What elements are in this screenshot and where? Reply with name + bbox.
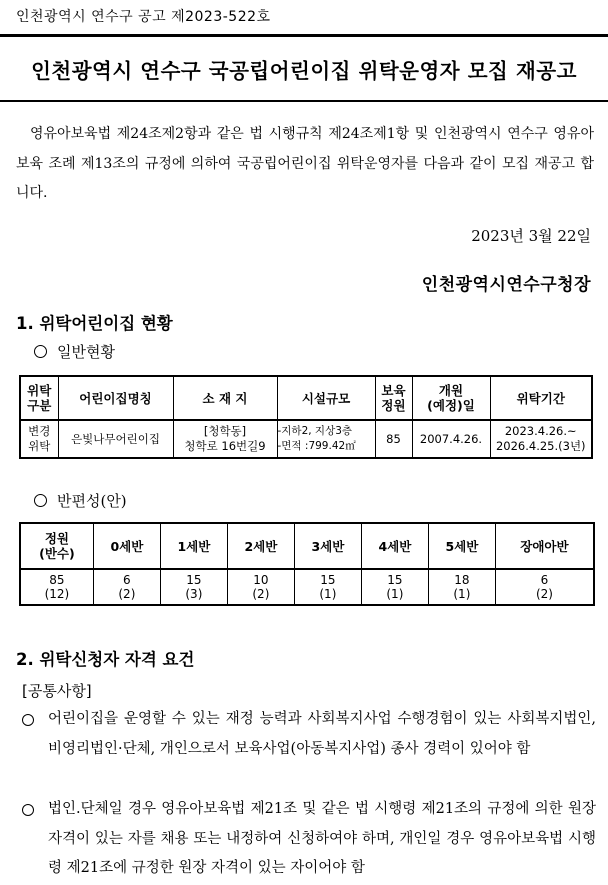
status-table [19,375,593,459]
requirement-text: 법인.단체일 경우 영유아보육법 제21조 및 같은 법 시행령 제21조의 규정에 의한 원장 자격이 있는 자를 채용 또는 내정하여 신청하여야 하며, 개인일 경우 영유아보육법 시행령 제21조에 규정한 원장 자격이 있는 자이어야 함 [48,801,596,876]
class-plan-heading [34,490,127,511]
status-header-cell: 위탁 구분 [20,376,58,420]
common-requirements-label: [공통사항] [22,682,92,700]
class-header-cell: 3세반 [294,523,361,569]
status-header-cell: 소 재 지 [173,376,277,420]
class-cell: 6 (2) [495,569,594,605]
circle-bullet-icon [22,714,34,726]
table-row [20,420,592,458]
class-cell: 15 (1) [361,569,428,605]
status-header-cell: 개원 (예정)일 [412,376,490,420]
class-header-cell: 4세반 [361,523,428,569]
class-cell: 18 (1) [428,569,495,605]
status-table-header-row [20,376,592,420]
status-cell: 2007.4.26. [412,420,490,458]
notice-number: 인천광역시 연수구 공고 제2023-522호 [16,9,271,25]
class-header-cell: 2세반 [227,523,294,569]
status-header-cell: 위탁기간 [490,376,592,420]
status-cell: -지하2, 지상3층 -면적 :799.42㎡ [277,420,375,458]
circle-bullet-icon [34,345,47,358]
class-header-cell: 5세반 [428,523,495,569]
status-cell: 변경 위탁 [20,420,58,458]
circle-bullet-icon [22,804,34,816]
status-cell: 85 [375,420,412,458]
section2-title: 2. 위탁신청자 자격 요건 [16,650,195,669]
class-header-cell: 장애아반 [495,523,594,569]
intro-paragraph: 영유아보육법 제24조제2항과 같은 법 시행규칙 제24조제1항 및 인천광역시 연수구 영유아 보육 조례 제13조의 규정에 의하여 국공립어린이집 위탁운영자를 다음과 같이 모집 재공고 합니다. [16,126,594,201]
requirement-item [22,795,596,884]
class-cell: 6 (2) [93,569,160,605]
status-cell: 2023.4.26.~ 2026.4.25.(3년) [490,420,592,458]
top-rule [0,34,608,37]
status-header-cell: 보육 정원 [375,376,412,420]
class-table [19,522,595,606]
class-cell: 85 (12) [20,569,93,605]
requirement-text: 어린이집을 운영할 수 있는 재정 능력과 사회복지사업 수행경험이 있는 사회복지법인, 비영리법인·단체, 개인으로서 보육사업(아동복지사업) 종사 경력이 있어야 함 [48,711,596,757]
class-header-cell: 0세반 [93,523,160,569]
class-cell: 15 (3) [160,569,227,605]
class-cell: 10 (2) [227,569,294,605]
status-header-cell: 어린이집명칭 [58,376,173,420]
class-header-cell: 1세반 [160,523,227,569]
circle-bullet-icon [34,494,47,507]
class-cell: 15 (1) [294,569,361,605]
general-status-heading-text: 일반현황 [57,343,115,361]
issuing-office: 인천광역시연수구청장 [421,275,591,295]
section1-title: 1. 위탁어린이집 현황 [16,314,173,333]
table-row [20,569,594,605]
status-cell: 은빛나무어린이집 [58,420,173,458]
class-plan-heading-text: 반편성(안) [57,492,127,510]
title-rule [0,100,608,102]
requirement-item [22,705,596,764]
page-title: 인천광역시 연수구 국공립어린이집 위탁운영자 모집 재공고 [31,59,577,83]
class-header-cell: 정원 (반수) [20,523,93,569]
status-header-cell: 시설규모 [277,376,375,420]
notice-date: 2023년 3월 22일 [471,227,591,245]
status-cell: [청학동] 청학로 16번길9 [173,420,277,458]
general-status-heading [34,341,115,362]
class-table-header-row [20,523,594,569]
